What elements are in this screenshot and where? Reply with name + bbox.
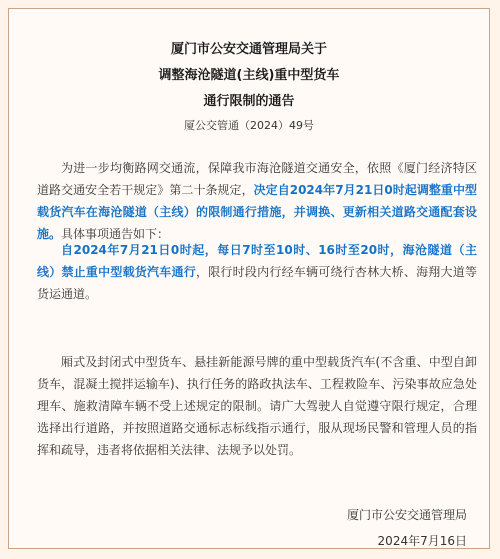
document-number: 厦公交管通（2024）49号 <box>184 119 314 132</box>
intro-text: 为进一步均衡路网交通流，保障我市海沧隧道交通安全，依照《厦门经济特区道路交通安全若干规定》第二十条规定， <box>37 161 477 197</box>
intro-text-end: 具体事项通告如下： <box>61 227 170 241</box>
paragraph-intro <box>37 157 477 245</box>
issuer-signature: 厦门市公安交通管理局 <box>346 508 467 522</box>
notice-document <box>8 8 490 549</box>
intro-decision-highlight: 决定自2024年7月21日0时起调整重中型载货汽车在海沧隧道（主线）的限制通行措施，并调换、更新相关道路交通配套设施。 <box>37 183 477 241</box>
notice-title-line-1: 厦门市公安交通管理局关于 <box>170 42 327 57</box>
restriction-detour-text: ，限行时段内行经车辆可绕行杏林大桥、海翔大道等货运通道。 <box>37 265 477 301</box>
paragraph-restriction <box>37 239 477 305</box>
notice-title-line-3: 通行限制的通告 <box>203 94 295 109</box>
restriction-highlight: 自2024年7月21日0时起，每日7时至10时、16时至20时，海沧隧道（主线）禁止重中型载货汽车通行 <box>37 243 477 279</box>
issue-date: 2024年7月16日 <box>377 534 467 548</box>
paragraph-exemptions: 厢式及封闭式中型货车、悬挂新能源号牌的重中型载货汽车(不含重、中型自卸货车，混凝土搅拌运输车)、执行任务的路政执法车、工程救险车、污染事故应急处理车、施救清障车辆不受上述规定的限制。请广大驾驶人自觉遵守限行规定，合理选择出行道路，并按照道路交通标志标线指示通行，服从现场民警和管理人员的指挥和疏导，违者将依据相关法律、法规予以处罚。 <box>37 355 477 457</box>
notice-title-line-2: 调整海沧隧道(主线)重中型货车 <box>158 68 340 83</box>
